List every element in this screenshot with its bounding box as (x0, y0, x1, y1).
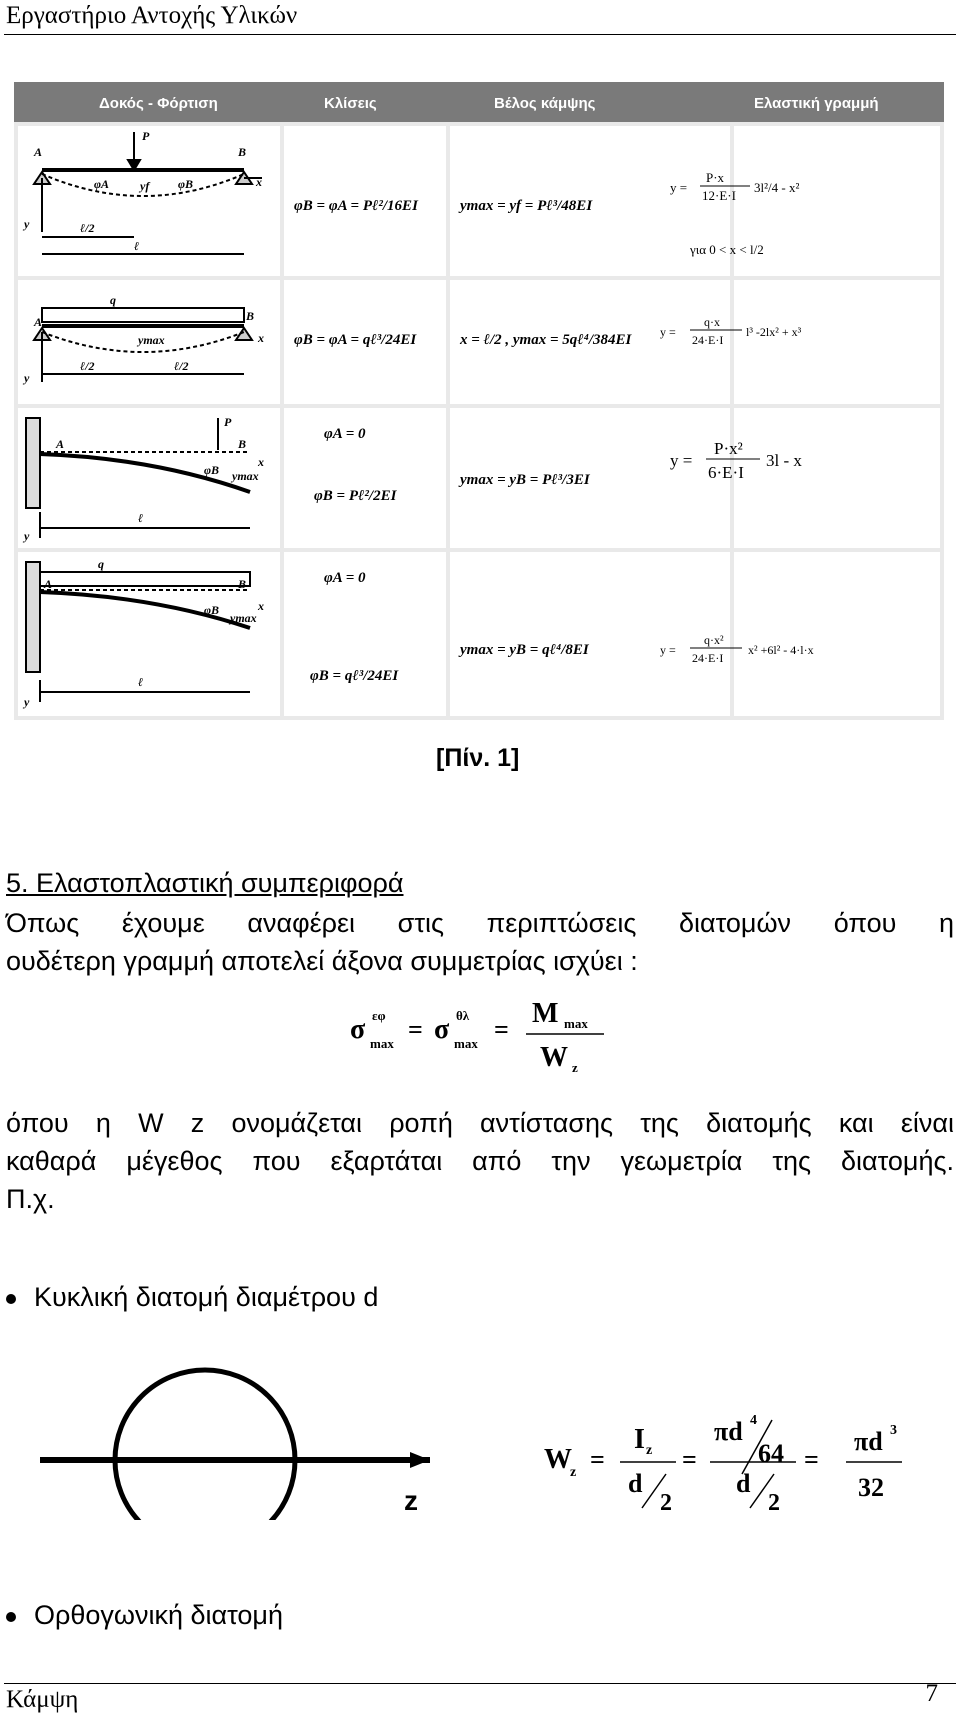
svg-text:B: B (246, 309, 255, 323)
paragraph-1-line-2: ουδέτερη γραμμή αποτελεί άξονα συμμετρίας ισχύει : (6, 946, 638, 976)
svg-text:ℓ: ℓ (134, 239, 140, 253)
svg-text:πd: πd (854, 1427, 883, 1456)
section-title: 5. Ελαστοπλαστική συμπεριφορά (6, 868, 404, 898)
svg-text:=: = (408, 1015, 423, 1044)
svg-text:3: 3 (890, 1423, 897, 1438)
svg-text:πd: πd (714, 1417, 743, 1446)
footer-rule (4, 1683, 956, 1684)
svg-text:A: A (34, 145, 43, 159)
svg-text:=: = (494, 1015, 509, 1044)
section-modulus-equation (536, 1400, 916, 1520)
bullet-circular-section (6, 1282, 378, 1313)
svg-text:ymax: ymax (138, 333, 165, 347)
svg-text:B: B (238, 145, 247, 159)
svg-text:y: y (24, 695, 30, 709)
svg-text:εφ: εφ (372, 1008, 386, 1023)
svg-text:yf: yf (140, 179, 150, 193)
svg-text:φA: φA (94, 177, 110, 191)
svg-text:=: = (804, 1445, 819, 1474)
svg-text:d: d (736, 1469, 751, 1498)
svg-text:ℓ/2: ℓ/2 (174, 359, 189, 373)
header-deflection: Βέλος κάμψης (494, 95, 596, 112)
svg-text:24·E·I: 24·E·I (692, 333, 724, 347)
svg-text:ℓ: ℓ (138, 511, 144, 525)
svg-text:x: x (258, 331, 264, 345)
svg-text:W: W (540, 1042, 568, 1073)
svg-text:ymax: ymax (232, 469, 259, 483)
bullet-icon (6, 1612, 16, 1622)
svg-text:x² +6l² - 4·l·x: x² +6l² - 4·l·x (748, 643, 814, 657)
svg-text:2: 2 (660, 1490, 672, 1516)
svg-text:B: B (238, 437, 247, 451)
svg-text:y =: y = (670, 180, 688, 195)
svg-text:d: d (628, 1469, 643, 1498)
svg-text:ymax: ymax (230, 611, 257, 625)
svg-text:z: z (646, 1443, 653, 1458)
header-rule (4, 34, 956, 35)
svg-text:=: = (590, 1445, 605, 1474)
svg-text:q: q (98, 557, 104, 571)
slope-formula-row4-a: φA = 0 (324, 570, 366, 586)
running-header-title: Εργαστήριο Αντοχής Υλικών (6, 2, 298, 29)
slope-formula-row4-b: φB = qℓ³/24EI (310, 668, 399, 684)
svg-text:max: max (564, 1016, 588, 1031)
slope-formula-row3-a: φA = 0 (324, 426, 366, 442)
page-number: 7 (925, 1680, 938, 1707)
slope-formula-row3-b: φB = Pℓ²/2EI (314, 488, 397, 504)
svg-text:max: max (370, 1036, 394, 1051)
svg-text:l³ -2lx² + x³: l³ -2lx² + x³ (746, 325, 802, 339)
svg-text:P·x²: P·x² (714, 439, 743, 458)
svg-text:A: A (34, 315, 43, 329)
svg-text:I: I (634, 1424, 645, 1455)
svg-text:ℓ: ℓ (138, 675, 144, 689)
paragraph-2-line-2: καθαρά μέγεθος που εξαρτάται από την γεωμετρία της διατομής. (6, 1146, 954, 1176)
beam-formula-table (14, 82, 944, 720)
svg-text:A: A (56, 437, 65, 451)
table-caption: [Πίν. 1] (436, 744, 520, 772)
svg-text:=: = (682, 1445, 697, 1474)
svg-text:ℓ/2: ℓ/2 (80, 359, 95, 373)
svg-text:για 0 < x < l/2: για 0 < x < l/2 (690, 242, 764, 257)
svg-text:θλ: θλ (456, 1008, 470, 1023)
svg-text:y =: y = (670, 451, 693, 470)
bullet-text: Ορθογωνική διατομή (34, 1600, 283, 1630)
bullet-text: Κυκλική διατομή διαμέτρου d (34, 1282, 379, 1312)
svg-text:y: y (24, 217, 30, 231)
svg-text:φB: φB (204, 463, 220, 477)
slope-formula-row2: φB = φA = qℓ³/24EI (294, 332, 417, 348)
svg-text:P: P (224, 415, 232, 429)
svg-text:P·x: P·x (706, 170, 725, 185)
paragraph-2-line-3: Π.χ. (6, 1184, 55, 1214)
deflection-formula-row1: ymax = yf = Pℓ³/48EI (460, 198, 593, 214)
header-slopes: Κλίσεις (324, 95, 377, 112)
deflection-formula-row2: x = ℓ/2 , ymax = 5qℓ⁴/384EI (460, 332, 632, 348)
svg-text:σ: σ (350, 1014, 366, 1045)
bullet-rectangular-section (6, 1600, 283, 1631)
svg-text:3l²/4 - x²: 3l²/4 - x² (754, 180, 800, 195)
svg-text:2: 2 (768, 1490, 780, 1516)
svg-text:σ: σ (434, 1014, 450, 1045)
axis-label-z: z (404, 1485, 418, 1516)
circular-section-diagram (40, 1350, 450, 1520)
svg-text:y =: y = (660, 325, 676, 339)
svg-text:W: W (544, 1444, 572, 1475)
paragraph-2-line-1: όπου η W z ονομάζεται ροπή αντίστασης της διατομής και είναι (6, 1108, 954, 1138)
svg-text:q·x²: q·x² (704, 633, 724, 647)
svg-text:q: q (110, 293, 116, 307)
svg-text:P: P (142, 129, 150, 143)
svg-text:24·E·I: 24·E·I (692, 651, 724, 665)
svg-text:x: x (258, 599, 264, 613)
svg-text:y: y (24, 529, 30, 543)
svg-text:x: x (258, 455, 264, 469)
svg-text:32: 32 (858, 1473, 884, 1502)
svg-text:6·E·I: 6·E·I (708, 463, 744, 482)
bullet-icon (6, 1294, 16, 1304)
svg-text:B: B (238, 577, 247, 591)
svg-text:x: x (256, 175, 262, 189)
deflection-formula-row4: ymax = yB = qℓ⁴/8EI (460, 642, 589, 658)
svg-text:max: max (454, 1036, 478, 1051)
svg-text:z: z (570, 1465, 577, 1480)
svg-text:ℓ/2: ℓ/2 (80, 221, 95, 235)
svg-text:y =: y = (660, 643, 676, 657)
svg-text:q·x: q·x (704, 315, 720, 329)
footer-chapter: Κάμψη (6, 1686, 79, 1713)
slope-formula-row1: φB = φA = Pℓ²/16EI (294, 198, 418, 214)
svg-text:y: y (24, 371, 30, 385)
svg-text:12·E·I: 12·E·I (702, 188, 736, 203)
svg-text:φB: φB (204, 603, 220, 617)
svg-text:M: M (532, 998, 559, 1029)
header-elastic-line: Ελαστική γραμμή (754, 95, 879, 112)
svg-text:z: z (572, 1060, 578, 1075)
header-beam-loading: Δοκός - Φόρτιση (99, 95, 218, 112)
stress-equation (340, 990, 640, 1080)
svg-text:4: 4 (750, 1413, 757, 1428)
svg-text:φB: φB (178, 177, 194, 191)
svg-text:3l - x: 3l - x (766, 451, 802, 470)
deflection-formula-row3: ymax = yB = Pℓ³/3EI (460, 472, 590, 488)
paragraph-1-line-1: Όπως έχουμε αναφέρει στις περιπτώσεις διατομών όπου η (6, 908, 954, 938)
svg-text:64: 64 (758, 1439, 784, 1468)
svg-text:A: A (44, 577, 53, 591)
